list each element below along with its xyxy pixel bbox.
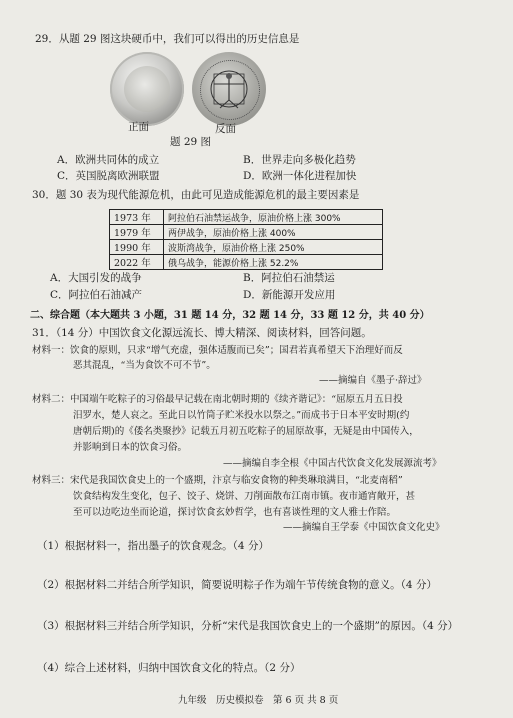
q30-stem: 30．题 30 表为现代能源危机，由此可见造成能源危机的最主要因素是 [32, 189, 360, 201]
vitruvian-man-icon [192, 52, 266, 126]
q31-material3-line: 至可以边吃边坐而论道，探讨饮食玄妙哲学，也有喜谈性理的文人雅士作陪。 [73, 507, 397, 518]
q31-material2-line: 材料二：中国端午吃粽子的习俗最早记载在南北朝时期的《续齐谐记》：“屈原五月五日投 [32, 394, 403, 405]
q31-material2-line: 汨罗水，楚人哀之。至此日以竹筒子贮米投水以祭之。”而成书于日本平安时期(约 [73, 410, 410, 421]
q31-material2-line: 并影响到日本的饮食习俗。 [73, 442, 188, 453]
table-cell-event: 阿拉伯石油禁运战争，原油价格上涨 300% [164, 210, 383, 225]
table-row [110, 210, 383, 225]
table-cell-year: 2022 年 [110, 255, 164, 270]
q31-material1-line: 材料一：饮食的原则，只求“增气充虚，强体适腹而已矣”；国君若真希望天下治理好而反 [32, 345, 403, 356]
q30-option-b: B．阿拉伯石油禁运 [243, 272, 335, 284]
coin-front-label: 正面 [128, 121, 149, 133]
q29-option-b: B．世界走向多极化趋势 [243, 154, 356, 166]
q31-subquestion-1: （1）根据材料一，指出墨子的饮食观念。（4 分） [37, 540, 269, 552]
q29-option-a: A．欧洲共同体的成立 [57, 154, 160, 166]
table-row [110, 240, 383, 255]
q30-option-c: C．阿拉伯石油减产 [50, 289, 143, 301]
q30-option-d: D．新能源开发应用 [243, 289, 336, 301]
page-footer: 九年级 历史模拟卷 第 6 页 共 8 页 [178, 695, 339, 706]
q29-stem: 29．从题 29 图这块硬币中，我们可以得出的历史信息是 [35, 33, 300, 45]
euro-coin-back-image [192, 52, 266, 126]
q31-subquestion-3: （3）根据材料三并结合所学知识，分析“宋代是我国饮食史上的一个盛期”的原因。（4 分） [37, 620, 459, 632]
table-cell-event: 波斯湾战争，原油价格上涨 250% [164, 240, 383, 255]
q31-material2-line: 唐朝后期)的《倭名类聚抄》记载五月初五吃粽子的屈原故事，无疑是由中国传入， [73, 426, 419, 437]
table-cell-year: 1973 年 [110, 210, 164, 225]
q31-material3-line: 材料三：宋代是我国饮食史上的一个盛期，汴京与临安食物的种类琳琅满目，“北麦南稻” [32, 475, 403, 486]
q31-subquestion-4: （4）综合上述材料，归纳中国饮食文化的特点。（2 分） [37, 662, 301, 674]
q31-material3-source: ——摘编自王学泰《中国饮食文化史》 [283, 522, 445, 533]
q31-material3-line: 饮食结构发生变化，包子、饺子、烧饼、刀削面散布江南市镇。夜市通宵敞开，甚 [73, 491, 416, 502]
table-cell-year: 1979 年 [110, 225, 164, 240]
table-row [110, 225, 383, 240]
table-row [110, 255, 383, 270]
euro-coin-front-image [110, 52, 184, 126]
table-cell-event: 两伊战争，原油价格上涨 400% [164, 225, 383, 240]
q29-option-c: C．英国脱离欧洲联盟 [57, 170, 160, 182]
q31-subquestion-2: （2）根据材料二并结合所学知识，简要说明粽子作为端午节传统食物的意义。（4 分） [37, 579, 437, 591]
q31-material2-source: ——摘编自李全根《中国古代饮食文化发展源流考》 [223, 458, 442, 469]
q29-figure-caption: 题 29 图 [170, 136, 212, 148]
q31-stem: 31．（14 分）中国饮食文化源远流长、博大精深、阅读材料，回答问题。 [32, 327, 372, 339]
table-cell-year: 1990 年 [110, 240, 164, 255]
q31-material1-source: ——摘编自《墨子·辞过》 [319, 375, 427, 386]
q31-material1-line: 恶其混乱，“当为食饮不可不节”。 [73, 360, 216, 371]
coin-back-label: 反面 [215, 123, 236, 135]
q30-option-a: A．大国引发的战争 [50, 272, 142, 284]
energy-crisis-table [109, 209, 383, 270]
table-cell-event: 俄乌战争，能源价格上涨 52.2% [164, 255, 383, 270]
q29-option-d: D．欧洲一体化进程加快 [243, 170, 357, 182]
section2-heading: 二、综合题（本大题共 3 小题，31 题 14 分，32 题 14 分，33 题 12 分，共 40 分） [30, 310, 430, 321]
